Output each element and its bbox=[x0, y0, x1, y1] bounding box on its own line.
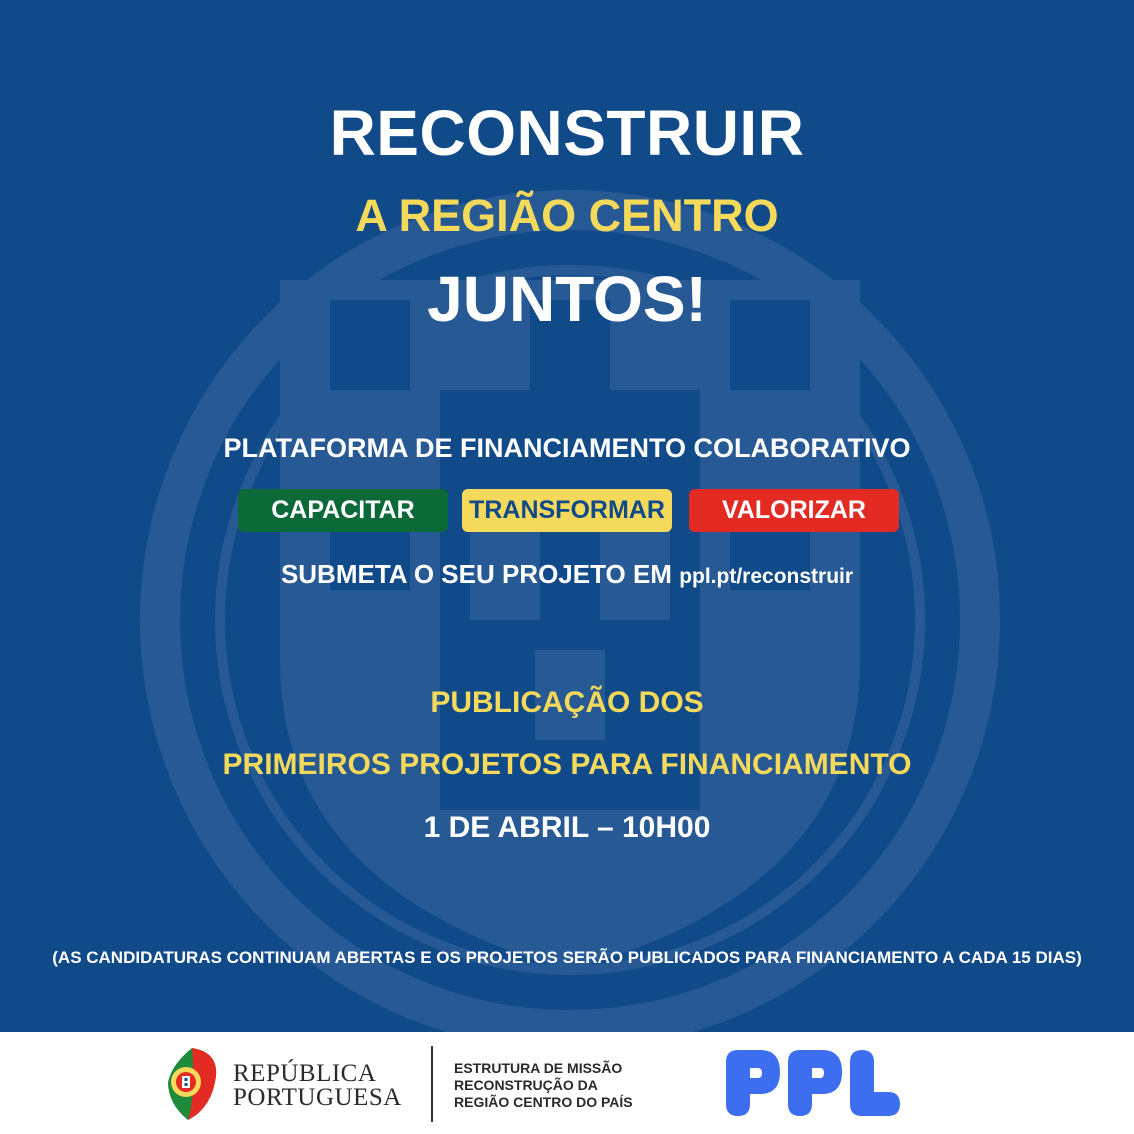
publication-line-1: PUBLICAÇÃO DOS bbox=[430, 686, 704, 719]
platform-subtitle: PLATAFORMA DE FINANCIAMENTO COLABORATIVO bbox=[223, 433, 911, 463]
mission-line-1: ESTRUTURA DE MISSÃO bbox=[454, 1060, 623, 1076]
mission-line-3: REGIÃO CENTRO DO PAÍS bbox=[454, 1094, 633, 1110]
publication-date: 1 DE ABRIL – 10H00 bbox=[423, 811, 711, 844]
submit-url[interactable]: ppl.pt/reconstruir bbox=[679, 565, 854, 588]
publication-line-2: PRIMEIROS PROJETOS PARA FINANCIAMENTO bbox=[222, 748, 912, 781]
title-regiao-centro: A REGIÃO CENTRO bbox=[355, 190, 779, 241]
pill-capacitar: CAPACITAR bbox=[238, 489, 448, 532]
mission-text bbox=[454, 1060, 633, 1111]
republica-portuguesa-emblem-icon bbox=[162, 1046, 220, 1122]
footer bbox=[0, 1032, 1134, 1134]
ppl-logo-icon bbox=[726, 1050, 900, 1116]
title-reconstruir: RECONSTRUIR bbox=[329, 97, 805, 169]
mission-line-2: RECONSTRUÇÃO DA bbox=[454, 1077, 598, 1093]
footnote: (AS CANDIDATURAS CONTINUAM ABERTAS E OS PROJETOS SERÃO PUBLICADOS PARA FINANCIAMENTO A CADA 15 DIAS) bbox=[52, 948, 1082, 967]
submit-prefix: SUBMETA O SEU PROJETO EM bbox=[280, 559, 672, 589]
title-juntos: JUNTOS! bbox=[427, 263, 707, 335]
republica-portuguesa-text bbox=[233, 1062, 402, 1110]
republica-line-1: REPÚBLICA bbox=[233, 1060, 377, 1087]
footer-divider bbox=[431, 1046, 433, 1122]
republica-line-2: PORTUGUESA bbox=[233, 1084, 402, 1111]
pill-transformar: TRANSFORMAR bbox=[462, 489, 672, 532]
pill-valorizar: VALORIZAR bbox=[689, 489, 899, 532]
submit-line bbox=[0, 559, 1134, 590]
